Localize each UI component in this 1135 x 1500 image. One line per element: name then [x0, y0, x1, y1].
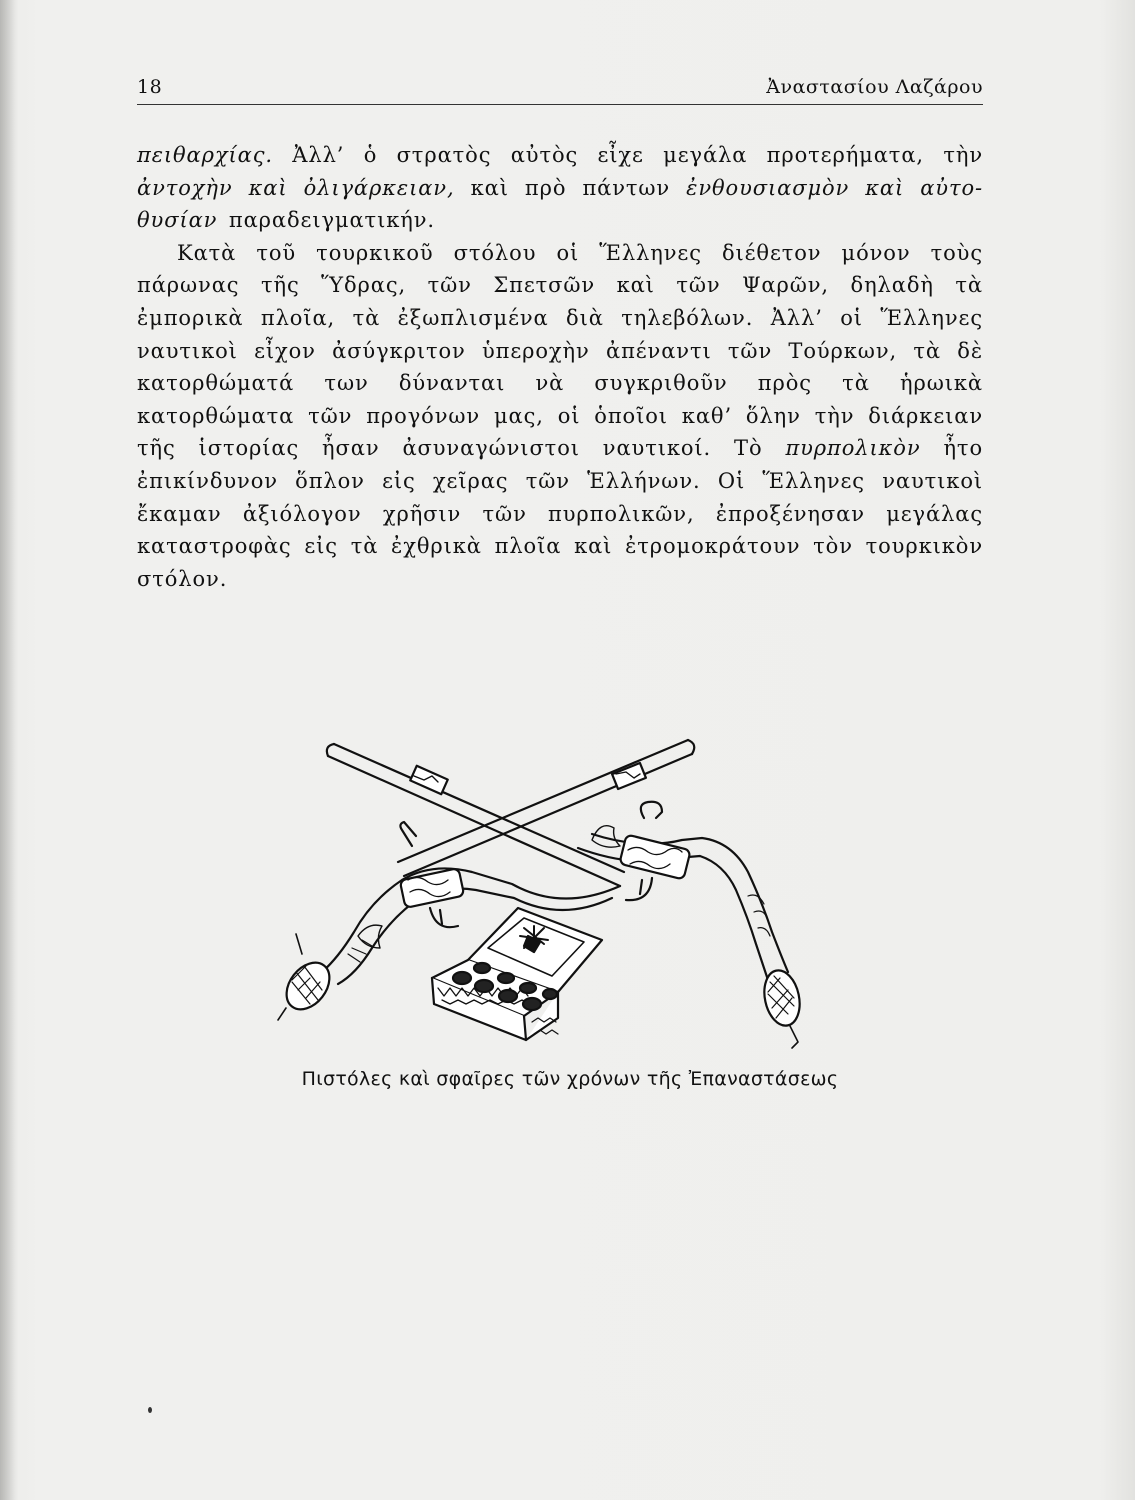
- p1-text-4: καὶ πρὸ πάντων: [454, 175, 687, 200]
- p1-text-5: ἐνθουσιασμὸν καὶ αὐτο-θυσίαν: [137, 175, 984, 233]
- running-head: Ἀναστασίου Λαζάρου: [766, 76, 983, 98]
- p1-text-2: Ἀλλ’ ὁ στρατὸς αὐτὸς εἶχε μεγάλα προτερήματα, τὴν: [272, 143, 983, 167]
- body-text: [137, 139, 983, 595]
- page-edge-shadow: [0, 0, 18, 1500]
- p2-text-3: ἦτο ἐπικίνδυνον ὅπλον εἰς χεῖρας τῶν Ἑλλήνων. Οἱ Ἕλληνες ναυτικοὶ ἔκαμαν ἀξιόλογον χρῆσιν τῶν πυρπολικῶν, ἐπροξένησαν μεγάλας καταστροφὰς εἰς τὰ ἐχθρικὰ πλοῖα καὶ ἐτρομοκράτουν τὸν τουρκικὸν στόλον.: [137, 436, 983, 591]
- ammo-box: [432, 908, 602, 1040]
- paragraph-1: [137, 139, 983, 237]
- paragraph-2: [137, 237, 983, 596]
- page-number: 18: [137, 76, 163, 98]
- p1-text-1: πειθαρχίας.: [137, 143, 273, 167]
- p2-text-2: πυρπολικὸν: [785, 436, 921, 461]
- p1-text-3: ἀντοχὴν καὶ ὀλιγάρκειαν,: [137, 175, 455, 200]
- p2-text-1: Κατὰ τοῦ τουρκικοῦ στόλου οἱ Ἕλληνες διέθετον μόνον τοὺς πάρωνας τῆς Ὕδρας, τῶν Σπετσῶν καὶ τῶν Ψαρῶν, δηλαδὴ τὰ ἐμπορικὰ πλοῖα, τὰ ἐξωπλισμένα διὰ τηλεβόλων. Ἀλλ’ οἱ Ἕλληνες ναυτικοὶ εἶχον ἀσύγκριτον ὑπεροχὴν ἀπέναντι τῶν Τούρκων, τὰ δὲ κατορθώματά των δύνανται νὰ συγκριθοῦν πρὸς τὰ ἡρωικὰ κατορθώματα τῶν προγόνων μας, οἱ ὁποῖοι καθ’ ὅλην τὴν διάρκειαν τῆς ἱστορίας ἦσαν ἀσυναγώνιστοι ναυτικοί. Τὸ: [137, 240, 983, 461]
- ink-speck: [148, 1407, 152, 1413]
- crossed-pistols-drawing: [262, 722, 842, 1072]
- page-header: [137, 76, 983, 102]
- pistols-illustration: [262, 722, 842, 1072]
- figure-caption: Πιστόλες καὶ σφαῖρες τῶν χρόνων τῆς Ἐπαναστάσεως: [301, 1068, 839, 1090]
- header-rule: [137, 104, 983, 105]
- p1-text-6: παραδειγματικήν.: [217, 208, 435, 233]
